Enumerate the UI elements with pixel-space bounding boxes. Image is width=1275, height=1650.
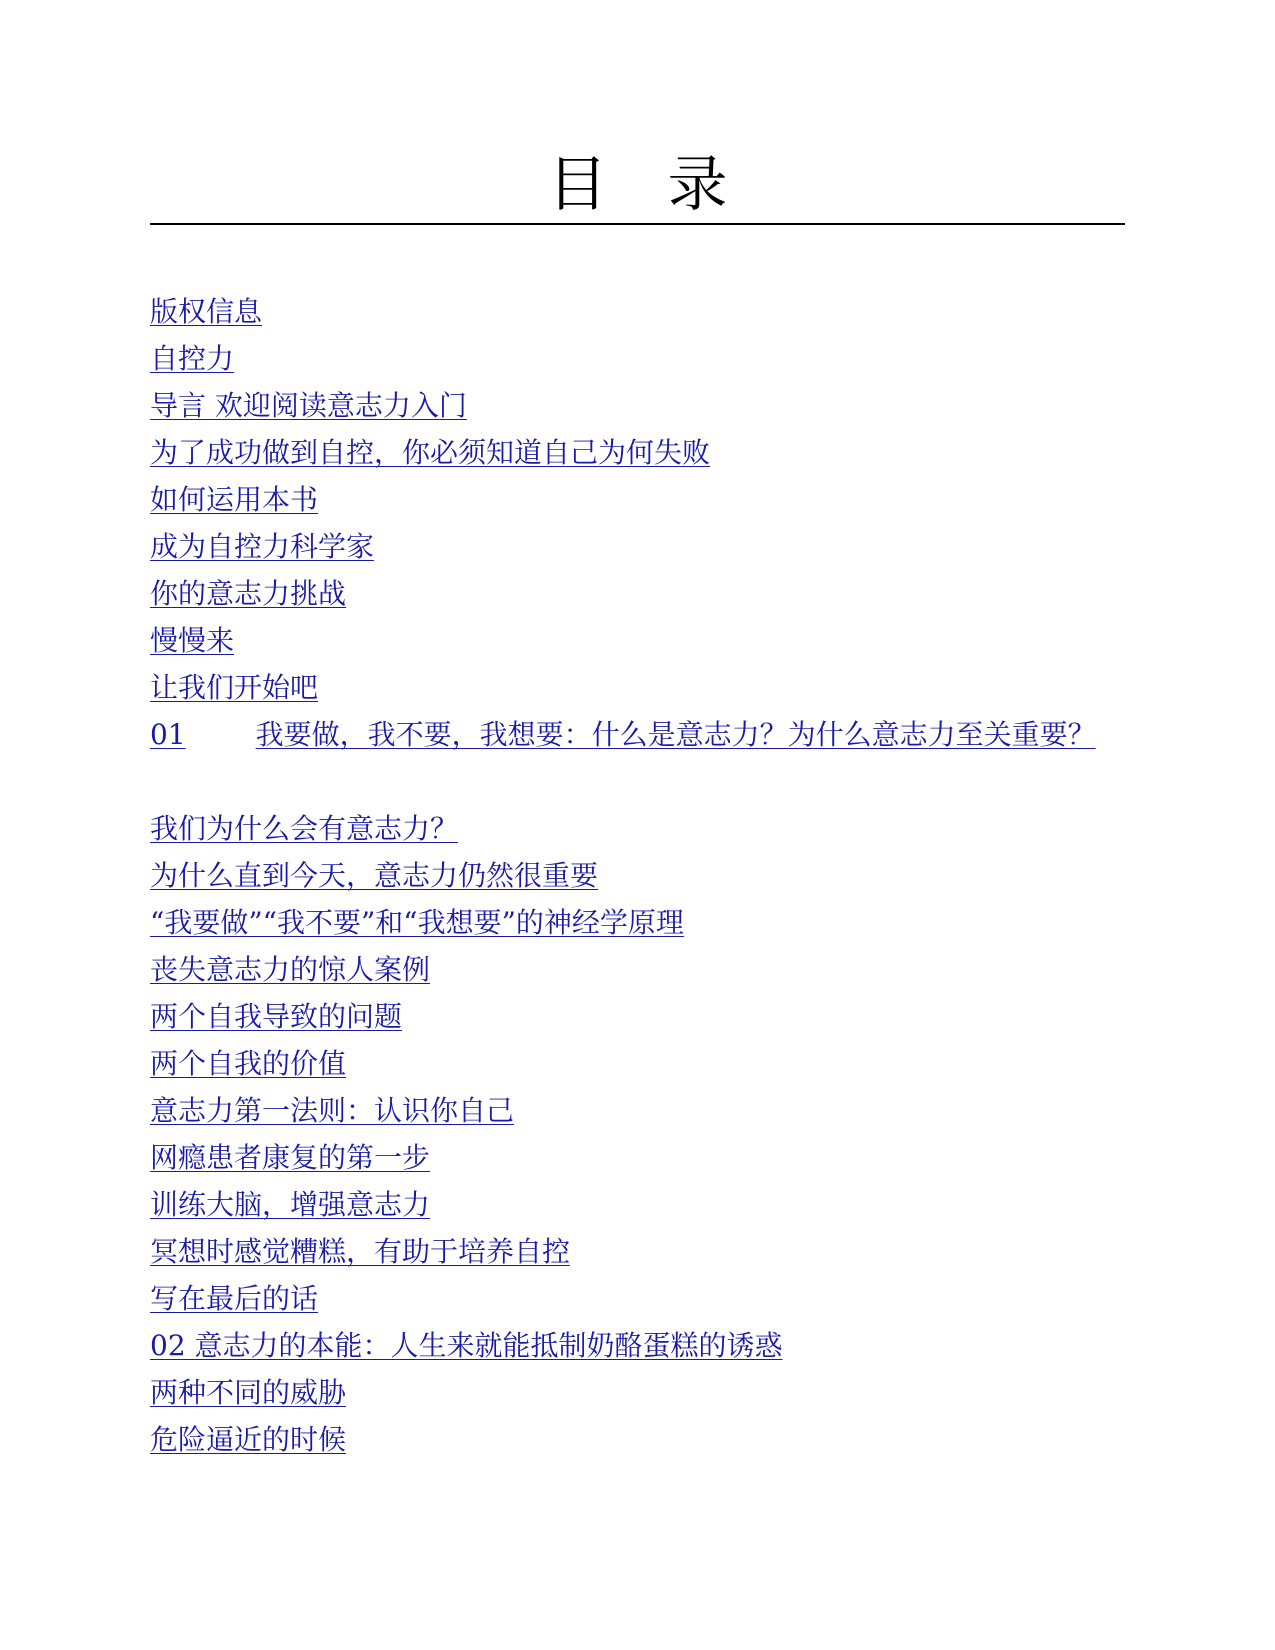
toc-link-chapter-01[interactable] [150,718,1096,751]
toc-item [150,523,1125,570]
toc-item [150,1181,1125,1228]
title-divider [150,223,1125,225]
toc-item [150,805,1125,852]
toc-item [150,1416,1125,1463]
toc-link[interactable]: 如何运用本书 [150,483,319,516]
toc-item [150,288,1125,335]
toc-item [150,1087,1125,1134]
title-char-1: 目 [547,150,608,220]
toc-link-introduction[interactable]: 导言 欢迎阅读意志力入门 [150,389,467,422]
toc-link[interactable]: 让我们开始吧 [150,671,319,704]
toc-link[interactable]: 慢慢来 [150,624,235,657]
toc-link[interactable]: 写在最后的话 [150,1282,319,1315]
toc-item [150,852,1125,899]
toc-link[interactable]: 两个自我导致的问题 [150,1000,403,1033]
toc-link[interactable]: 网瘾患者康复的第一步 [150,1141,431,1174]
toc-item [150,429,1125,476]
chapter-number: 01 [150,718,186,751]
toc-link[interactable]: 危险逼近的时候 [150,1423,347,1456]
toc-link[interactable]: 成为自控力科学家 [150,530,375,563]
title-char-2: 录 [667,150,728,220]
toc-item [150,1228,1125,1275]
toc-item [150,899,1125,946]
toc-item-chapter-01 [150,711,1125,805]
toc-item [150,335,1125,382]
toc-link[interactable]: 丧失意志力的惊人案例 [150,953,431,986]
toc-item [150,1040,1125,1087]
toc-link[interactable]: 训练大脑，增强意志力 [150,1188,431,1221]
toc-item [150,476,1125,523]
toc-item [150,1369,1125,1416]
toc-link[interactable]: 两种不同的威胁 [150,1376,347,1409]
toc-link[interactable]: 两个自我的价值 [150,1047,347,1080]
toc-link[interactable]: 你的意志力挑战 [150,577,347,610]
toc-link[interactable]: 为了成功做到自控，你必须知道自己为何失败 [150,436,711,469]
toc-link[interactable]: 冥想时感觉糟糕，有助于培养自控 [150,1235,571,1268]
toc-item [150,617,1125,664]
toc-link[interactable]: 为什么直到今天，意志力仍然很重要 [150,859,599,892]
toc-link[interactable]: “我要做”“我不要”和“我想要”的神经学原理 [150,906,684,939]
toc-item [150,664,1125,711]
toc-item [150,993,1125,1040]
toc-item [150,570,1125,617]
chapter-title: 我要做，我不要，我想要：什么是意志力？为什么意志力至关重要？ [255,718,1096,751]
toc-link-copyright[interactable]: 版权信息 [150,295,263,328]
toc-link-self-control[interactable]: 自控力 [150,342,235,375]
toc-link[interactable]: 我们为什么会有意志力？ [150,812,459,845]
toc-item [150,1275,1125,1322]
toc-link-chapter-02[interactable]: 02 意志力的本能：人生来就能抵制奶酪蛋糕的诱惑 [150,1329,783,1362]
toc-item [150,1134,1125,1181]
toc-item-chapter-02 [150,1322,1125,1369]
toc-link[interactable]: 意志力第一法则：认识你自己 [150,1094,515,1127]
page-title [150,150,1125,220]
toc-item [150,382,1125,429]
toc-item [150,946,1125,993]
toc-list [150,288,1125,1463]
